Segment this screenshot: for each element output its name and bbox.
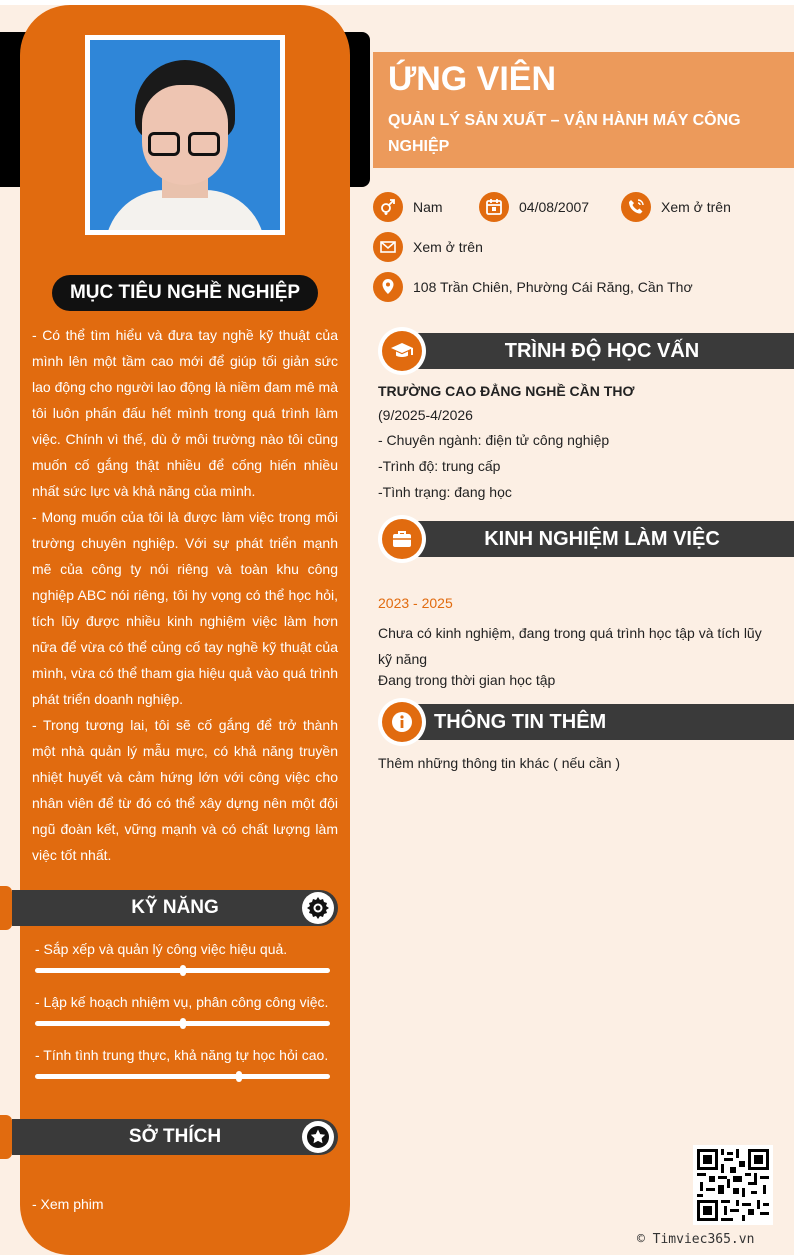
hobbies-tab: [0, 1115, 12, 1159]
info-icon: [378, 698, 426, 746]
experience-title: [410, 521, 794, 557]
skill-bar: [35, 1021, 330, 1026]
candidate-name: ỨNG VIÊN: [388, 60, 557, 98]
birthday-value: 04/08/2007: [519, 199, 590, 215]
hobbies-title-text: SỞ THÍCH: [128, 1126, 222, 1147]
experience-description: Chưa có kinh nghiệm, đang trong quá trình học tập và tích lũy kỹ năng: [378, 625, 762, 667]
education-title-text: TRÌNH ĐỘ HỌC VẤN: [504, 339, 700, 362]
education-major: - Chuyên ngành: điện tử công nghiệp: [378, 432, 610, 448]
copyright-text: © Timviec365.vn: [637, 1232, 755, 1247]
skill-label: - Tính tình trung thực, khả năng tự học hỏi cao.: [35, 1047, 329, 1063]
hobbies-title: [12, 1119, 338, 1155]
qr-code-icon: [693, 1145, 773, 1225]
skills-title: [12, 890, 338, 926]
email-value: Xem ở trên: [413, 239, 483, 255]
gender-icon: [373, 192, 403, 222]
phone-icon: [621, 192, 651, 222]
skill-label: - Sắp xếp và quản lý công việc hiệu quả.: [35, 941, 288, 957]
skills-tab: [0, 886, 12, 930]
objective-paragraph: - Trong tương lai, tôi sẽ cố gắng để trở thành một nhà quản lý mẫu mực, có khả năng truyền nhiệt huyết và cảm hứng lớn với công việc cho nhân viên để từ đó có thể xây dựng nên một đội ngũ đoàn kết, vững mạnh và có chất lượng làm việc tốt nhất.: [32, 717, 338, 863]
experience-title-text: KINH NGHIỆM LÀM VIỆC: [484, 527, 720, 550]
education-period: (9/2025-4/2026: [378, 407, 473, 423]
email-icon: [373, 232, 403, 262]
location-icon: [373, 272, 403, 302]
hobby-item: - Xem phim: [32, 1196, 104, 1212]
address-value: 108 Trần Chiên, Phường Cái Răng, Cần Thơ: [413, 279, 693, 295]
education-level: -Trình độ: trung cấp: [378, 458, 501, 474]
additional-text: Thêm những thông tin khác ( nếu cần ): [378, 755, 621, 771]
skill-bar: [35, 1074, 330, 1079]
candidate-position: QUẢN LÝ SẢN XUẤT – VẬN HÀNH MÁY CÔNG NGHIỆP: [388, 112, 741, 155]
additional-title-text: THÔNG TIN THÊM: [434, 710, 607, 733]
objective-text: [32, 322, 338, 868]
briefcase-icon: [378, 515, 426, 563]
objective-paragraph: - Có thể tìm hiểu và đưa tay nghề kỹ thuật của mình lên một tầm cao mới để giúp tối giản sức lao động cho người lao động là niềm đam mê mà tôi luôn phấn đấu hết mình trong quá trình làm việc. Chính vì thế, dù ở môi trường nào tôi cũng muốn cố gắng thật nhiều để cống hiến nhiều nhất sức lực và khả năng của mình.: [32, 327, 338, 499]
additional-title: [410, 704, 794, 740]
objective-title: MỤC TIÊU NGHỀ NGHIỆP: [52, 275, 318, 311]
skill-bar: [35, 968, 330, 973]
experience-period: 2023 - 2025: [378, 595, 453, 611]
education-status: -Tình trạng: đang học: [378, 484, 512, 500]
calendar-icon: [479, 192, 509, 222]
skill-level-marker: [180, 1018, 186, 1029]
experience-note: Đang trong thời gian học tập: [378, 672, 556, 688]
skill-label: - Lập kế hoạch nhiệm vụ, phân công công việc.: [35, 994, 329, 1010]
education-title: [410, 333, 794, 369]
star-icon: [302, 1121, 334, 1153]
gender-value: Nam: [413, 199, 443, 215]
skills-title-text: KỸ NĂNG: [131, 897, 219, 918]
skill-level-marker: [236, 1071, 242, 1082]
gear-icon: [302, 892, 334, 924]
phone-value: Xem ở trên: [661, 199, 731, 215]
graduation-cap-icon: [378, 327, 426, 375]
skill-level-marker: [180, 965, 186, 976]
school-name: TRƯỜNG CAO ĐẲNG NGHỀ CẦN THƠ: [378, 383, 635, 399]
avatar: [85, 35, 285, 235]
objective-paragraph: - Mong muốn của tôi là được làm việc trong môi trường chuyên nghiệp. Với sự phát triển mạnh mẽ của công ty nói riêng và toàn khu công nghiệp ABC nói riêng, tôi hy vọng có thể học hỏi, tích lũy được nhiều kinh nghiệm việc làm hơn nữa để vừa có thể củng cố tay nghề kỹ thuật của mình, vừa có thể tham gia hiệu quả vào quá trình phát triển doanh nghiệp.: [32, 509, 338, 707]
header: [373, 52, 794, 168]
